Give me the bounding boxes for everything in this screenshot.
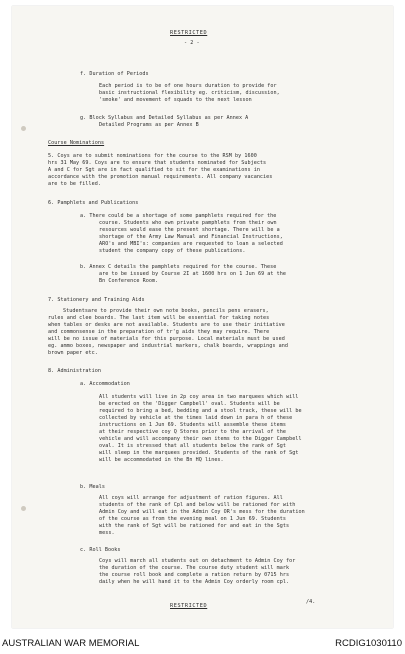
- page-number: - 2 -: [184, 40, 200, 46]
- section-heading: 7. Stationery and Training Aids: [48, 297, 145, 303]
- text-line: Studentsare to provide their own note books, pencils pens erasers,: [63, 308, 269, 314]
- text-line: rules and clee boards. The last item will be essential for taking notes: [48, 315, 270, 321]
- sub-heading: c. Roll Books: [80, 547, 121, 553]
- text-line: resources would ease the present shortage. There will be a: [99, 227, 280, 233]
- text-line: basic instructional flexibility eg. criticism, discussion,: [99, 90, 280, 96]
- punch-hole: [21, 126, 26, 131]
- text-line: with the rank of Sgt will be rationed for and eat in the Sgts: [99, 523, 290, 529]
- text-line: oval. It is stressed that all students below the rank of Sgt: [99, 443, 287, 449]
- continuation-mark: /4.: [306, 599, 316, 605]
- text-line: Detailed Programs as per Annex B: [99, 122, 199, 128]
- text-line: a. There could be a shortage of some pamphlets required for the: [80, 213, 277, 219]
- archive-reference: RCDIG1030110: [335, 638, 402, 649]
- text-line: course. Students who own private pamphlets from their own: [99, 220, 277, 226]
- text-line: g. Block Syllabus and Detailed Syllabus as per Annex A: [80, 115, 249, 121]
- archive-footer: [0, 636, 405, 654]
- text-line: be erected on the 'Digger Campbell' oval. Students will be: [99, 401, 280, 407]
- text-line: of the course as from the evening meal on 1 Jun 69. Students: [99, 516, 287, 522]
- text-line: 5. Coys are to submit nominations for the course to the RSM by 1600: [48, 153, 257, 159]
- text-line: brown paper etc.: [48, 350, 98, 356]
- text-line: ARO's and MBI's: companies are requested to loan a selected: [99, 241, 283, 247]
- text-line: f. Duration of Periods: [80, 71, 149, 77]
- text-line: 'smoke' and movement of squads to the next lesson: [99, 97, 252, 103]
- classification-header: RESTRICTED: [170, 30, 208, 36]
- text-line: eg. ammo boxes, newspaper and industrial markers, chalk boards, wrappings and: [48, 343, 288, 349]
- text-line: student the company copy of these publications.: [99, 248, 246, 254]
- text-line: will be no issue of materials for this purpose. Local materials must be used: [48, 336, 285, 342]
- text-line: hrs 31 May 69. Coys are to ensure that students nominated for Subjects: [48, 160, 267, 166]
- text-line: shortage of the Army Law Manual and Financial Instructions,: [99, 234, 283, 240]
- classification-footer: RESTRICTED: [170, 603, 208, 609]
- text-line: at their respective coy Q Stores prior to the arrival of the: [99, 429, 287, 435]
- section-heading: Course Nominations: [48, 140, 105, 146]
- text-line: Bn Conference Room.: [99, 278, 159, 284]
- text-line: Coys will march all students out on detachment to Admin Coy for: [99, 558, 296, 564]
- text-line: All students will live in 2p coy area in two marquees which will: [99, 394, 299, 400]
- text-line: students of the rank of Cpl and below will be rationed for with: [99, 502, 296, 508]
- text-line: will be accommodated in the Bn HQ lines.: [99, 457, 224, 463]
- sub-heading: a. Accommodation: [80, 381, 130, 387]
- text-line: vehicle and will accompany their own items to the Digger Campbell: [99, 436, 302, 442]
- text-line: daily when he will hand it to the Admin Coy orderly room cpl.: [99, 579, 290, 585]
- text-line: instructions on 1 Jun 69. Students will assemble these items: [99, 422, 287, 428]
- section-heading: 6. Pamphlets and Publications: [48, 200, 139, 206]
- text-line: All coys will arrange for adjustment of ration figures. All: [99, 495, 283, 501]
- sub-heading: b. Meals: [80, 484, 105, 490]
- text-line: are to be filled.: [48, 181, 101, 187]
- text-line: will sleep in the marquees provided. Students of the rank of Sgt: [99, 450, 299, 456]
- text-line: the course roll book and complete a ration return by 0715 hrs: [99, 572, 290, 578]
- text-line: mess.: [99, 530, 115, 536]
- text-line: Each period is to be of one hours duration to provide for: [99, 83, 277, 89]
- text-line: are to be issued by Course 2I at 1600 hrs on 1 Jun 69 at the: [99, 271, 287, 277]
- section-heading: 8. Administration: [48, 368, 101, 374]
- punch-hole: [21, 506, 26, 511]
- text-line: Admin Coy and will eat in the Admin Coy OR's mess for the duration: [99, 509, 305, 515]
- text-line: when tables or desks are not available. Students are to use their initiative: [48, 322, 285, 328]
- archive-institution: AUSTRALIAN WAR MEMORIAL: [2, 638, 140, 649]
- text-line: A and C for Sgt are in fact qualified to sit for the examinations in: [48, 167, 260, 173]
- text-line: accordance with the promotion manual requirements. All company vacancies: [48, 174, 273, 180]
- text-line: b. Annex C details the pamphlets required for the course. These: [80, 264, 277, 270]
- text-line: collected by vehicle at the times laid down in para h of these: [99, 415, 293, 421]
- text-line: and commonsense in the preparation of tr'g aids they may require. There: [48, 329, 270, 335]
- text-line: the duration of the course. The course duty student will mark: [99, 565, 290, 571]
- text-line: required to bring a bed, bedding and a stool track, these will be: [99, 408, 302, 414]
